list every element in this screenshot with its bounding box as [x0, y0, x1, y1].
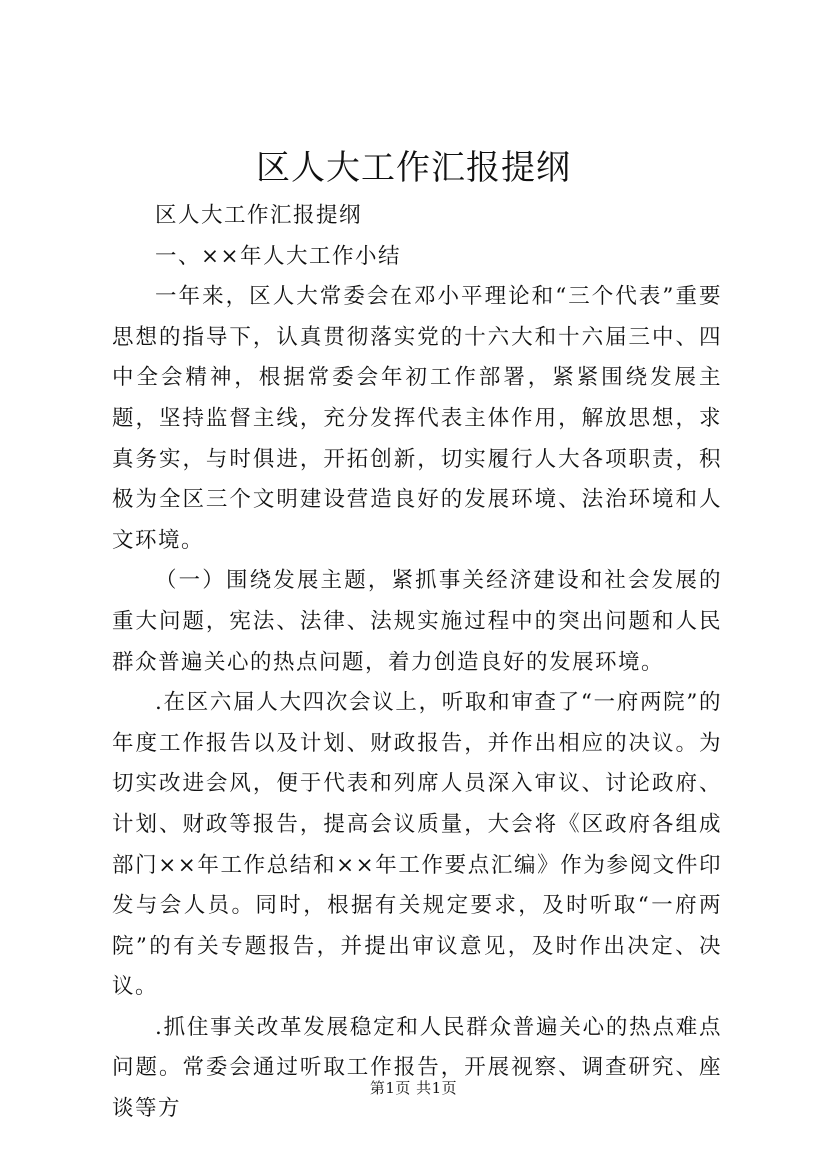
document-body — [112, 196, 722, 1130]
paragraph-item-2: .抓住事关改革发展稳定和人民群众普遍关心的热点难点问题。常委会通过听取工作报告，开展视察、调查研究、座谈等方 — [112, 1014, 722, 1122]
paragraph-summary: 一年来，区人大常委会在邓小平理论和“三个代表”重要思想的指导下，认真贯彻落实党的十六大和十六届三中、四中全会精神，根据常委会年初工作部署，紧紧围绕发展主题，坚持监督主线，充分发挥代表主体作用，解放思想，求真务实，与时俱进，开拓创新，切实履行人大各项职责，积极为全区三个文明建设营造良好的发展环境、法治环境和人文环境。 — [112, 284, 722, 553]
document-title: 区人大工作汇报提纲 — [256, 148, 571, 188]
paragraph-subsection-1: （一）围绕发展主题，紧抓事关经济建设和社会发展的重大问题，宪法、法律、法规实施过程中的突出问题和人民群众普遍关心的热点问题，着力创造良好的发展环境。 — [112, 568, 722, 675]
paragraph-item-1: .在区六届人大四次会议上，听取和审查了“一府两院”的年度工作报告以及计划、财政报告，并作出相应的决议。为切实改进会风，便于代表和列席人员深入审议、讨论政府、计划、财政等报告，提高会议质量，大会将《区政府各组成部门××年工作总结和××年工作要点汇编》作为参阅文件印发与会人员。同时，根据有关规定要求，及时听取“一府两院”的有关专题报告，并提出审议意见，及时作出决定、决议。 — [112, 690, 722, 1000]
page-footer: 第1页 共1页 — [369, 1079, 458, 1097]
paragraph-subtitle: 区人大工作汇报提纲 — [155, 203, 363, 228]
paragraph-section-heading: 一、××年人大工作小结 — [155, 243, 402, 269]
